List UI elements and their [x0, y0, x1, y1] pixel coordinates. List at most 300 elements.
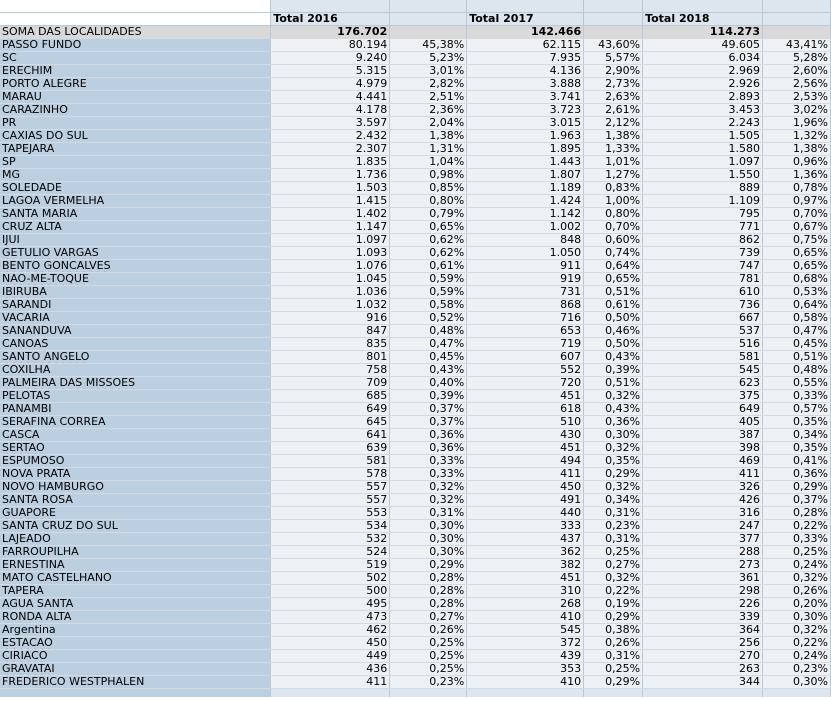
row-cell-p17[interactable]: 0,30% [584, 429, 643, 442]
row-locality-name[interactable] [0, 169, 271, 182]
row-cell-p16[interactable]: 0,37% [390, 403, 467, 416]
summary-total-2017[interactable]: 142.466 [467, 26, 584, 39]
row-cell-v16[interactable]: 2.432 [271, 130, 390, 143]
row-cell-v18[interactable]: 263 [643, 663, 763, 676]
row-cell-v17[interactable]: 719 [467, 338, 584, 351]
row-cell-p18[interactable]: 0,30% [763, 611, 831, 624]
row-cell-v16[interactable]: 3.597 [271, 117, 390, 130]
row-cell-v17[interactable]: 439 [467, 650, 584, 663]
cell[interactable] [643, 0, 763, 13]
row-cell-p17[interactable]: 0,43% [584, 351, 643, 364]
row-locality-name[interactable] [0, 598, 271, 611]
row-cell-p18[interactable]: 0,65% [763, 247, 831, 260]
row-cell-v18[interactable]: 411 [643, 468, 763, 481]
row-locality-name[interactable] [0, 52, 271, 65]
row-cell-v16[interactable]: 801 [271, 351, 390, 364]
cell[interactable] [584, 0, 643, 13]
row-locality-name[interactable] [0, 78, 271, 91]
row-cell-p17[interactable]: 0,22% [584, 585, 643, 598]
row-cell-v17[interactable]: 410 [467, 611, 584, 624]
row-cell-v17[interactable]: 4.136 [467, 65, 584, 78]
row-cell-v18[interactable]: 1.580 [643, 143, 763, 156]
row-cell-v16[interactable]: 557 [271, 481, 390, 494]
row-cell-p16[interactable]: 0,65% [390, 221, 467, 234]
row-cell-v18[interactable]: 1.550 [643, 169, 763, 182]
row-cell-p17[interactable]: 0,31% [584, 533, 643, 546]
row-cell-v16[interactable]: 411 [271, 676, 390, 689]
row-cell-p17[interactable]: 1,27% [584, 169, 643, 182]
row-cell-v18[interactable]: 375 [643, 390, 763, 403]
row-cell-v18[interactable]: 426 [643, 494, 763, 507]
row-locality-name[interactable] [0, 39, 271, 52]
row-cell-p17[interactable]: 0,27% [584, 559, 643, 572]
row-cell-v16[interactable]: 847 [271, 325, 390, 338]
row-cell-v17[interactable]: 451 [467, 572, 584, 585]
row-cell-p16[interactable]: 0,30% [390, 520, 467, 533]
row-cell-v16[interactable]: 758 [271, 364, 390, 377]
cell[interactable] [467, 0, 584, 13]
row-locality-name[interactable] [0, 481, 271, 494]
row-cell-p18[interactable]: 0,64% [763, 299, 831, 312]
row-cell-v17[interactable]: 1.002 [467, 221, 584, 234]
row-locality-name[interactable] [0, 494, 271, 507]
row-cell-v18[interactable]: 1.097 [643, 156, 763, 169]
row-cell-p16[interactable]: 0,79% [390, 208, 467, 221]
row-cell-p17[interactable]: 0,34% [584, 494, 643, 507]
row-cell-p16[interactable]: 0,37% [390, 416, 467, 429]
row-cell-p16[interactable]: 5,23% [390, 52, 467, 65]
row-cell-v18[interactable]: 2.243 [643, 117, 763, 130]
row-cell-p16[interactable]: 0,52% [390, 312, 467, 325]
row-cell-p17[interactable]: 0,83% [584, 182, 643, 195]
row-cell-v16[interactable]: 4.178 [271, 104, 390, 117]
cell[interactable] [763, 0, 831, 13]
row-locality-name[interactable] [0, 416, 271, 429]
row-cell-p17[interactable]: 0,64% [584, 260, 643, 273]
row-locality-name[interactable] [0, 442, 271, 455]
row-cell-v17[interactable]: 1.895 [467, 143, 584, 156]
row-cell-v17[interactable]: 437 [467, 533, 584, 546]
row-cell-p17[interactable]: 2,61% [584, 104, 643, 117]
row-cell-p16[interactable]: 0,30% [390, 533, 467, 546]
row-cell-v17[interactable]: 451 [467, 390, 584, 403]
row-cell-v16[interactable]: 1.093 [271, 247, 390, 260]
row-cell-p18[interactable]: 2,60% [763, 65, 831, 78]
row-locality-name[interactable] [0, 130, 271, 143]
row-cell-p17[interactable]: 0,31% [584, 650, 643, 663]
row-locality-name[interactable] [0, 468, 271, 481]
row-cell-v17[interactable]: 552 [467, 364, 584, 377]
row-cell-v18[interactable]: 2.969 [643, 65, 763, 78]
row-cell-v16[interactable]: 532 [271, 533, 390, 546]
row-cell-p16[interactable]: 0,25% [390, 637, 467, 650]
row-cell-v18[interactable]: 6.034 [643, 52, 763, 65]
cell[interactable] [763, 26, 831, 39]
row-locality-name[interactable] [0, 390, 271, 403]
row-cell-p17[interactable]: 2,73% [584, 78, 643, 91]
row-cell-v16[interactable]: 495 [271, 598, 390, 611]
row-cell-p18[interactable]: 0,35% [763, 442, 831, 455]
header-total-2018[interactable]: Total 2018 [643, 13, 763, 26]
row-locality-name[interactable] [0, 286, 271, 299]
row-cell-v18[interactable]: 298 [643, 585, 763, 598]
row-cell-p17[interactable]: 1,00% [584, 195, 643, 208]
row-cell-p16[interactable]: 0,26% [390, 624, 467, 637]
row-cell-v18[interactable]: 3.453 [643, 104, 763, 117]
row-cell-v16[interactable]: 709 [271, 377, 390, 390]
row-cell-v18[interactable]: 339 [643, 611, 763, 624]
row-cell-v18[interactable]: 1.505 [643, 130, 763, 143]
row-cell-v16[interactable]: 502 [271, 572, 390, 585]
row-cell-v18[interactable]: 2.926 [643, 78, 763, 91]
row-cell-p18[interactable]: 0,28% [763, 507, 831, 520]
row-cell-p17[interactable]: 0,74% [584, 247, 643, 260]
row-cell-p17[interactable]: 0,36% [584, 416, 643, 429]
row-cell-p18[interactable]: 0,65% [763, 260, 831, 273]
row-locality-name[interactable] [0, 65, 271, 78]
row-cell-v16[interactable]: 835 [271, 338, 390, 351]
row-cell-v18[interactable]: 226 [643, 598, 763, 611]
row-cell-p18[interactable]: 3,02% [763, 104, 831, 117]
row-cell-v17[interactable]: 491 [467, 494, 584, 507]
row-cell-v18[interactable]: 771 [643, 221, 763, 234]
row-cell-v18[interactable]: 623 [643, 377, 763, 390]
row-cell-p16[interactable]: 0,28% [390, 572, 467, 585]
row-cell-p18[interactable]: 0,57% [763, 403, 831, 416]
row-cell-p18[interactable]: 0,47% [763, 325, 831, 338]
row-cell-p18[interactable]: 0,22% [763, 637, 831, 650]
row-cell-v16[interactable]: 553 [271, 507, 390, 520]
row-cell-p16[interactable]: 0,59% [390, 286, 467, 299]
row-cell-p18[interactable]: 0,23% [763, 663, 831, 676]
row-cell-v18[interactable]: 862 [643, 234, 763, 247]
row-cell-v17[interactable]: 1.050 [467, 247, 584, 260]
row-cell-v18[interactable]: 288 [643, 546, 763, 559]
row-cell-v17[interactable]: 451 [467, 442, 584, 455]
row-cell-p18[interactable]: 0,96% [763, 156, 831, 169]
row-locality-name[interactable] [0, 338, 271, 351]
row-cell-p18[interactable]: 0,55% [763, 377, 831, 390]
row-cell-v16[interactable]: 4.441 [271, 91, 390, 104]
row-locality-name[interactable] [0, 156, 271, 169]
row-cell-v16[interactable]: 500 [271, 585, 390, 598]
row-cell-p17[interactable]: 0,32% [584, 572, 643, 585]
row-cell-v18[interactable]: 781 [643, 273, 763, 286]
row-cell-v16[interactable]: 581 [271, 455, 390, 468]
row-cell-v16[interactable]: 5.315 [271, 65, 390, 78]
row-cell-v18[interactable]: 795 [643, 208, 763, 221]
row-cell-v16[interactable]: 639 [271, 442, 390, 455]
row-cell-v16[interactable]: 462 [271, 624, 390, 637]
cell[interactable] [390, 0, 467, 13]
row-cell-v18[interactable]: 537 [643, 325, 763, 338]
row-cell-p16[interactable]: 0,40% [390, 377, 467, 390]
row-cell-v18[interactable]: 387 [643, 429, 763, 442]
row-cell-p18[interactable]: 1,38% [763, 143, 831, 156]
row-cell-p17[interactable]: 0,23% [584, 520, 643, 533]
row-cell-v18[interactable]: 364 [643, 624, 763, 637]
row-cell-v16[interactable]: 1.045 [271, 273, 390, 286]
row-cell-p17[interactable]: 0,25% [584, 546, 643, 559]
summary-label[interactable]: SOMA DAS LOCALIDADES [0, 26, 271, 39]
row-cell-p16[interactable]: 0,23% [390, 676, 467, 689]
row-cell-p16[interactable]: 45,38% [390, 39, 467, 52]
row-cell-p18[interactable]: 1,96% [763, 117, 831, 130]
row-locality-name[interactable] [0, 520, 271, 533]
row-cell-v16[interactable]: 557 [271, 494, 390, 507]
row-cell-p16[interactable]: 0,33% [390, 468, 467, 481]
row-cell-p18[interactable]: 0,78% [763, 182, 831, 195]
row-cell-p16[interactable]: 0,59% [390, 273, 467, 286]
row-cell-p17[interactable]: 0,70% [584, 221, 643, 234]
row-cell-v18[interactable]: 516 [643, 338, 763, 351]
row-cell-p17[interactable]: 0,25% [584, 663, 643, 676]
row-cell-v18[interactable]: 2.893 [643, 91, 763, 104]
row-cell-p17[interactable]: 0,26% [584, 637, 643, 650]
cell[interactable] [0, 689, 271, 698]
row-cell-v17[interactable]: 440 [467, 507, 584, 520]
row-cell-p17[interactable]: 0,32% [584, 442, 643, 455]
row-cell-v18[interactable]: 610 [643, 286, 763, 299]
row-cell-v17[interactable]: 1.443 [467, 156, 584, 169]
row-locality-name[interactable] [0, 182, 271, 195]
row-locality-name[interactable] [0, 325, 271, 338]
row-cell-p17[interactable]: 0,46% [584, 325, 643, 338]
row-locality-name[interactable] [0, 637, 271, 650]
row-locality-name[interactable] [0, 676, 271, 689]
row-cell-p18[interactable]: 1,36% [763, 169, 831, 182]
row-cell-v18[interactable]: 247 [643, 520, 763, 533]
row-cell-v17[interactable]: 919 [467, 273, 584, 286]
row-cell-p17[interactable]: 0,50% [584, 338, 643, 351]
row-cell-p17[interactable]: 5,57% [584, 52, 643, 65]
row-cell-p17[interactable]: 2,63% [584, 91, 643, 104]
row-cell-p16[interactable]: 0,27% [390, 611, 467, 624]
row-cell-p16[interactable]: 0,29% [390, 559, 467, 572]
row-cell-v17[interactable]: 911 [467, 260, 584, 273]
row-cell-p16[interactable]: 0,80% [390, 195, 467, 208]
cell[interactable] [643, 689, 763, 698]
cell[interactable] [390, 13, 467, 26]
row-locality-name[interactable] [0, 650, 271, 663]
row-cell-p16[interactable]: 0,62% [390, 234, 467, 247]
row-locality-name[interactable] [0, 455, 271, 468]
row-cell-v18[interactable]: 889 [643, 182, 763, 195]
row-cell-p18[interactable]: 0,33% [763, 390, 831, 403]
row-cell-v18[interactable]: 739 [643, 247, 763, 260]
row-cell-v17[interactable]: 7.935 [467, 52, 584, 65]
row-cell-v17[interactable]: 3.723 [467, 104, 584, 117]
row-cell-v17[interactable]: 1.807 [467, 169, 584, 182]
row-cell-p18[interactable]: 0,75% [763, 234, 831, 247]
row-cell-v16[interactable]: 519 [271, 559, 390, 572]
row-cell-p18[interactable]: 5,28% [763, 52, 831, 65]
row-cell-p16[interactable]: 0,98% [390, 169, 467, 182]
row-cell-v16[interactable]: 578 [271, 468, 390, 481]
cell[interactable] [763, 689, 831, 698]
row-cell-v17[interactable]: 607 [467, 351, 584, 364]
row-cell-v18[interactable]: 469 [643, 455, 763, 468]
row-cell-p18[interactable]: 0,29% [763, 481, 831, 494]
row-cell-v17[interactable]: 333 [467, 520, 584, 533]
row-cell-p16[interactable]: 1,31% [390, 143, 467, 156]
row-locality-name[interactable] [0, 507, 271, 520]
row-cell-p18[interactable]: 0,24% [763, 650, 831, 663]
row-cell-p16[interactable]: 0,43% [390, 364, 467, 377]
row-cell-p18[interactable]: 0,20% [763, 598, 831, 611]
row-cell-p17[interactable]: 1,33% [584, 143, 643, 156]
row-cell-v17[interactable]: 362 [467, 546, 584, 559]
row-cell-v17[interactable]: 545 [467, 624, 584, 637]
row-cell-v16[interactable]: 436 [271, 663, 390, 676]
row-cell-p18[interactable]: 0,67% [763, 221, 831, 234]
row-cell-v17[interactable]: 720 [467, 377, 584, 390]
row-cell-p17[interactable]: 0,51% [584, 286, 643, 299]
row-cell-p17[interactable]: 1,38% [584, 130, 643, 143]
row-locality-name[interactable] [0, 260, 271, 273]
row-cell-v18[interactable]: 545 [643, 364, 763, 377]
row-cell-p18[interactable]: 0,35% [763, 416, 831, 429]
row-cell-p17[interactable]: 2,90% [584, 65, 643, 78]
row-cell-p18[interactable]: 2,56% [763, 78, 831, 91]
row-cell-p18[interactable]: 0,51% [763, 351, 831, 364]
row-cell-v16[interactable]: 1.097 [271, 234, 390, 247]
row-cell-v17[interactable]: 450 [467, 481, 584, 494]
row-cell-v17[interactable]: 868 [467, 299, 584, 312]
row-cell-p18[interactable]: 0,70% [763, 208, 831, 221]
row-cell-p18[interactable]: 0,45% [763, 338, 831, 351]
row-cell-p18[interactable]: 0,25% [763, 546, 831, 559]
row-cell-p16[interactable]: 0,32% [390, 481, 467, 494]
row-cell-v18[interactable]: 256 [643, 637, 763, 650]
row-cell-v17[interactable]: 3.741 [467, 91, 584, 104]
row-cell-p16[interactable]: 2,51% [390, 91, 467, 104]
row-cell-p17[interactable]: 0,60% [584, 234, 643, 247]
row-locality-name[interactable] [0, 247, 271, 260]
row-cell-v17[interactable]: 653 [467, 325, 584, 338]
row-cell-p17[interactable]: 0,31% [584, 507, 643, 520]
row-cell-v17[interactable]: 510 [467, 416, 584, 429]
row-cell-v17[interactable]: 410 [467, 676, 584, 689]
row-cell-v17[interactable]: 3.888 [467, 78, 584, 91]
header-total-2016[interactable]: Total 2016 [271, 13, 390, 26]
row-locality-name[interactable] [0, 91, 271, 104]
row-cell-p17[interactable]: 0,29% [584, 468, 643, 481]
row-cell-p17[interactable]: 0,80% [584, 208, 643, 221]
row-cell-v16[interactable]: 1.032 [271, 299, 390, 312]
row-cell-v17[interactable]: 382 [467, 559, 584, 572]
row-cell-p16[interactable]: 0,32% [390, 494, 467, 507]
row-cell-p16[interactable]: 0,39% [390, 390, 467, 403]
row-cell-p18[interactable]: 0,58% [763, 312, 831, 325]
row-locality-name[interactable] [0, 611, 271, 624]
row-cell-p17[interactable]: 0,29% [584, 676, 643, 689]
cell[interactable] [271, 0, 390, 13]
row-cell-p16[interactable]: 0,30% [390, 546, 467, 559]
row-cell-p16[interactable]: 0,45% [390, 351, 467, 364]
row-cell-v18[interactable]: 667 [643, 312, 763, 325]
row-cell-p17[interactable]: 0,19% [584, 598, 643, 611]
row-cell-v17[interactable]: 716 [467, 312, 584, 325]
row-locality-name[interactable] [0, 533, 271, 546]
row-locality-name[interactable] [0, 377, 271, 390]
row-cell-v16[interactable]: 1.402 [271, 208, 390, 221]
row-cell-p17[interactable]: 0,32% [584, 390, 643, 403]
row-cell-p18[interactable]: 0,33% [763, 533, 831, 546]
row-cell-v18[interactable]: 581 [643, 351, 763, 364]
row-locality-name[interactable] [0, 546, 271, 559]
row-cell-v18[interactable]: 49.605 [643, 39, 763, 52]
row-cell-v17[interactable]: 848 [467, 234, 584, 247]
row-cell-v16[interactable]: 916 [271, 312, 390, 325]
row-cell-v17[interactable]: 494 [467, 455, 584, 468]
row-cell-p16[interactable]: 3,01% [390, 65, 467, 78]
row-cell-p17[interactable]: 0,39% [584, 364, 643, 377]
row-cell-v18[interactable]: 747 [643, 260, 763, 273]
row-locality-name[interactable] [0, 429, 271, 442]
row-cell-v17[interactable]: 372 [467, 637, 584, 650]
row-cell-v16[interactable]: 473 [271, 611, 390, 624]
row-cell-p18[interactable]: 0,36% [763, 468, 831, 481]
row-cell-p17[interactable]: 2,12% [584, 117, 643, 130]
row-cell-p17[interactable]: 0,65% [584, 273, 643, 286]
row-cell-p16[interactable]: 0,33% [390, 455, 467, 468]
row-cell-v16[interactable]: 1.036 [271, 286, 390, 299]
row-cell-v18[interactable]: 270 [643, 650, 763, 663]
cell[interactable] [584, 689, 643, 698]
row-cell-v18[interactable]: 1.109 [643, 195, 763, 208]
row-cell-p16[interactable]: 0,36% [390, 442, 467, 455]
cell[interactable] [0, 0, 271, 13]
row-cell-p17[interactable]: 43,60% [584, 39, 643, 52]
row-cell-p17[interactable]: 0,43% [584, 403, 643, 416]
row-cell-v17[interactable]: 1.189 [467, 182, 584, 195]
row-cell-v16[interactable]: 4.979 [271, 78, 390, 91]
row-cell-p16[interactable]: 2,04% [390, 117, 467, 130]
summary-total-2018[interactable]: 114.273 [643, 26, 763, 39]
row-cell-p17[interactable]: 0,29% [584, 611, 643, 624]
row-cell-p17[interactable]: 0,51% [584, 377, 643, 390]
row-cell-p16[interactable]: 0,62% [390, 247, 467, 260]
row-cell-p18[interactable]: 0,32% [763, 624, 831, 637]
row-cell-p16[interactable]: 0,31% [390, 507, 467, 520]
row-cell-p16[interactable]: 1,04% [390, 156, 467, 169]
cell[interactable] [584, 26, 643, 39]
row-locality-name[interactable] [0, 195, 271, 208]
row-cell-p16[interactable]: 2,36% [390, 104, 467, 117]
row-cell-p17[interactable]: 0,61% [584, 299, 643, 312]
row-cell-v18[interactable]: 273 [643, 559, 763, 572]
row-locality-name[interactable] [0, 585, 271, 598]
row-cell-v17[interactable]: 411 [467, 468, 584, 481]
row-cell-v18[interactable]: 649 [643, 403, 763, 416]
row-cell-p17[interactable]: 0,35% [584, 455, 643, 468]
row-cell-p18[interactable]: 43,41% [763, 39, 831, 52]
row-cell-p18[interactable]: 0,68% [763, 273, 831, 286]
row-locality-name[interactable] [0, 143, 271, 156]
row-cell-v18[interactable]: 316 [643, 507, 763, 520]
row-cell-v17[interactable]: 268 [467, 598, 584, 611]
row-locality-name[interactable] [0, 299, 271, 312]
row-cell-v16[interactable]: 1.736 [271, 169, 390, 182]
header-total-2017[interactable]: Total 2017 [467, 13, 584, 26]
row-cell-v17[interactable]: 1.963 [467, 130, 584, 143]
row-cell-p16[interactable]: 0,47% [390, 338, 467, 351]
cell[interactable] [271, 689, 390, 698]
row-cell-p18[interactable]: 0,32% [763, 572, 831, 585]
row-cell-p16[interactable]: 0,85% [390, 182, 467, 195]
row-cell-v18[interactable]: 736 [643, 299, 763, 312]
